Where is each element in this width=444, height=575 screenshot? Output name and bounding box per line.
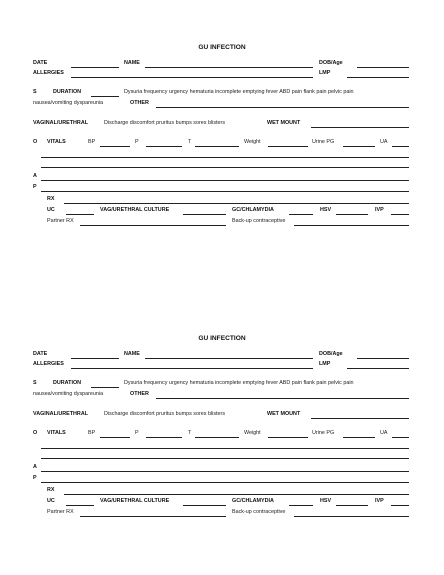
ua-label: UA	[380, 430, 388, 436]
wet-mount-label: WET MOUNT	[267, 411, 301, 417]
allergies-field[interactable]	[71, 368, 313, 369]
ivp-field[interactable]	[391, 214, 409, 215]
dob-label: DOB/Age	[319, 60, 343, 66]
pulse-label: P	[135, 139, 139, 145]
allergies-label: ALLERGIES	[33, 70, 64, 76]
weight-field[interactable]	[268, 146, 308, 147]
partner-rx-field[interactable]	[80, 225, 226, 226]
vaginal-urethral-label: VAGINAL/URETHRAL	[33, 120, 89, 126]
dob-field[interactable]	[357, 67, 409, 68]
dob-label: DOB/Age	[319, 351, 343, 357]
assessment-label: A	[33, 464, 37, 470]
pulse-label: P	[135, 430, 139, 436]
backup-contraceptive-field[interactable]	[294, 516, 409, 517]
backup-contraceptive-label: Back-up contraceptive	[232, 509, 286, 515]
symptoms-list: Dysuria frequency urgency hematuria incomplete emptying fever ABD pain flank pain pelvic pain	[124, 380, 354, 386]
uc-field[interactable]	[66, 505, 94, 506]
temp-label: T	[188, 430, 192, 436]
objective-line[interactable]	[41, 458, 409, 459]
lmp-field[interactable]	[347, 77, 409, 78]
hsv-field[interactable]	[336, 505, 368, 506]
backup-contraceptive-label: Back-up contraceptive	[232, 218, 286, 224]
gu-infection-form-1	[0, 0, 444, 260]
vaginal-symptoms-list: Discharge discomfort pruritus bumps sores blisters	[104, 411, 226, 417]
other-label: OTHER	[130, 391, 149, 397]
name-label: NAME	[124, 60, 140, 66]
objective-line[interactable]	[41, 157, 409, 158]
temp-label: T	[188, 139, 192, 145]
vitals-label: VITALS	[47, 139, 66, 145]
gc-chlamydia-label: GC/CHLAMYDIA	[232, 207, 274, 213]
bp-label: BP	[88, 139, 96, 145]
partner-rx-label: Partner RX	[47, 218, 74, 224]
partner-rx-label: Partner RX	[47, 509, 74, 515]
ivp-field[interactable]	[391, 505, 409, 506]
form-title: GU INFECTION	[198, 335, 246, 342]
date-field[interactable]	[71, 358, 119, 359]
name-field[interactable]	[145, 67, 313, 68]
weight-label: Weight	[244, 430, 261, 436]
duration-field[interactable]	[91, 96, 119, 97]
vitals-label: VITALS	[47, 430, 66, 436]
name-label: NAME	[124, 351, 140, 357]
wet-mount-field[interactable]	[311, 127, 409, 128]
rx-field[interactable]	[64, 203, 409, 204]
vaginal-symptoms-list: Discharge discomfort pruritus bumps sores blisters	[104, 120, 226, 126]
dob-field[interactable]	[357, 358, 409, 359]
symptoms-list-cont: nausea/vomiting dyspareunia	[33, 100, 104, 106]
gc-chlamydia-field[interactable]	[289, 214, 313, 215]
temp-field[interactable]	[195, 437, 239, 438]
hsv-field[interactable]	[336, 214, 368, 215]
symptoms-list: Dysuria frequency urgency hematuria incomplete emptying fever ABD pain flank pain pelvic pain	[124, 89, 354, 95]
rx-label: RX	[47, 196, 55, 202]
plan-label: P	[33, 184, 37, 190]
ua-field[interactable]	[392, 437, 409, 438]
assessment-field[interactable]	[41, 180, 409, 181]
lmp-label: LMP	[319, 361, 331, 367]
subjective-label: S	[33, 380, 37, 386]
culture-field[interactable]	[183, 214, 226, 215]
ua-label: UA	[380, 139, 388, 145]
duration-label: DURATION	[53, 89, 82, 95]
wet-mount-field[interactable]	[311, 418, 409, 419]
allergies-field[interactable]	[71, 77, 313, 78]
other-label: OTHER	[130, 100, 149, 106]
culture-label: VAG/URETHRAL CULTURE	[100, 207, 170, 213]
bp-label: BP	[88, 430, 96, 436]
uc-label: UC	[47, 207, 55, 213]
temp-field[interactable]	[195, 146, 239, 147]
assessment-field[interactable]	[41, 471, 409, 472]
ua-field[interactable]	[392, 146, 409, 147]
vaginal-urethral-label: VAGINAL/URETHRAL	[33, 411, 89, 417]
gu-infection-form-2	[0, 291, 444, 551]
other-field[interactable]	[156, 107, 409, 108]
plan-field[interactable]	[41, 191, 409, 192]
date-field[interactable]	[71, 67, 119, 68]
lmp-label: LMP	[319, 70, 331, 76]
partner-rx-field[interactable]	[80, 516, 226, 517]
weight-field[interactable]	[268, 437, 308, 438]
urine-pg-field[interactable]	[343, 146, 375, 147]
objective-line[interactable]	[41, 448, 409, 449]
hsv-label: HSV	[320, 207, 332, 213]
ivp-label: IVP	[375, 498, 384, 504]
name-field[interactable]	[145, 358, 313, 359]
pulse-field[interactable]	[146, 437, 182, 438]
backup-contraceptive-field[interactable]	[294, 225, 409, 226]
symptoms-list-cont: nausea/vomiting dyspareunia	[33, 391, 104, 397]
weight-label: Weight	[244, 139, 261, 145]
urine-pg-field[interactable]	[343, 437, 375, 438]
duration-label: DURATION	[53, 380, 82, 386]
allergies-label: ALLERGIES	[33, 361, 64, 367]
plan-field[interactable]	[41, 482, 409, 483]
culture-field[interactable]	[183, 505, 226, 506]
uc-field[interactable]	[66, 214, 94, 215]
ivp-label: IVP	[375, 207, 384, 213]
urine-pg-label: Urine PG	[312, 139, 335, 145]
wet-mount-label: WET MOUNT	[267, 120, 301, 126]
gc-chlamydia-field[interactable]	[289, 505, 313, 506]
form-title: GU INFECTION	[198, 44, 246, 51]
rx-label: RX	[47, 487, 55, 493]
date-label: DATE	[33, 351, 48, 357]
uc-label: UC	[47, 498, 55, 504]
plan-label: P	[33, 475, 37, 481]
culture-label: VAG/URETHRAL CULTURE	[100, 498, 170, 504]
objective-label: O	[33, 430, 38, 436]
date-label: DATE	[33, 60, 48, 66]
objective-line[interactable]	[41, 167, 409, 168]
lmp-field[interactable]	[347, 368, 409, 369]
urine-pg-label: Urine PG	[312, 430, 335, 436]
hsv-label: HSV	[320, 498, 332, 504]
assessment-label: A	[33, 173, 37, 179]
bp-field[interactable]	[100, 437, 130, 438]
objective-label: O	[33, 139, 38, 145]
other-field[interactable]	[156, 398, 409, 399]
pulse-field[interactable]	[146, 146, 182, 147]
duration-field[interactable]	[91, 387, 119, 388]
gc-chlamydia-label: GC/CHLAMYDIA	[232, 498, 274, 504]
subjective-label: S	[33, 89, 37, 95]
rx-field[interactable]	[64, 494, 409, 495]
bp-field[interactable]	[100, 146, 130, 147]
